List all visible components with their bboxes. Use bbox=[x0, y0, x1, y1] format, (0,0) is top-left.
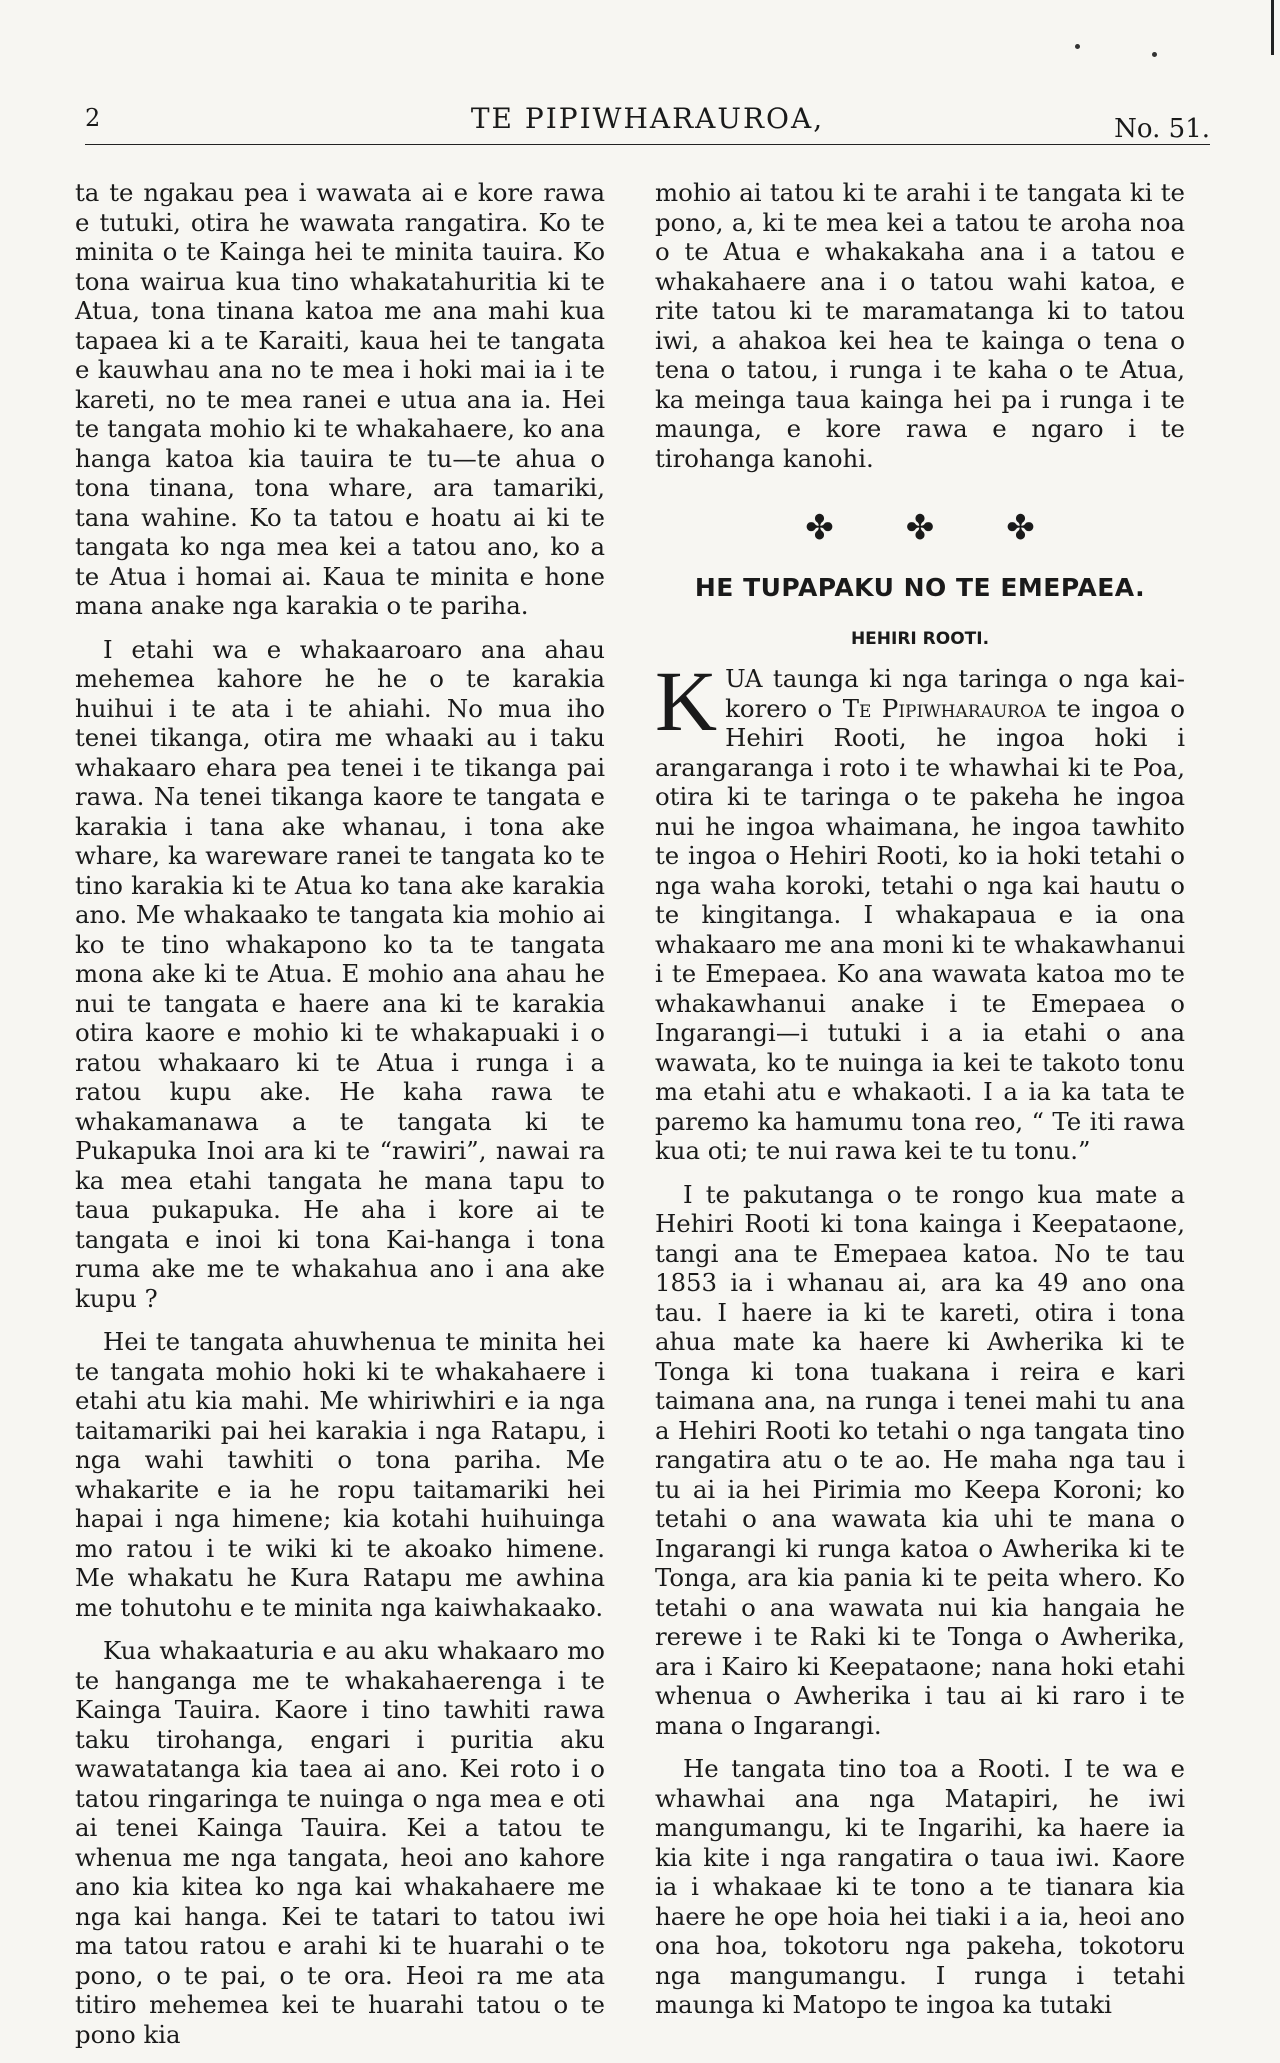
page-header bbox=[85, 100, 1210, 145]
left-column bbox=[75, 178, 605, 2063]
issue-number: No. 51. bbox=[1114, 114, 1210, 144]
article-lead-paragraph bbox=[655, 653, 1185, 1166]
right-paragraph: He tangata tino toa a Rooti. I te wa e whawhai ana nga Matapiri, he iwi mangumangu, ki te Ingarihi, ka haere ia kia kite i nga rangatira o taua iwi. Kaore ia i whakaae ki te tono a te tianara kia haere he ope hoia hei tiaki i a ia, heoi ano ona hoa, tokotoru nga pakeha, tokotoru nga mangumangu. I runga i tetahi maunga ki Matopo te ingoa ka tutaki bbox=[655, 1754, 1185, 2019]
paper-name: Te Pipiwharauroa bbox=[842, 693, 1047, 723]
lead-text: UA taunga ki nga taringa o nga kai-korero o bbox=[725, 664, 1185, 723]
drop-cap: K bbox=[655, 653, 718, 749]
article-title: HE TUPAPAKU NO TE EMEPAEA. bbox=[694, 573, 1146, 602]
left-paragraph: ta te ngakau pea i wawata ai e kore rawa e tutuki, otira he wawata rangatira. Ko te minita o te Kainga hei te minita tauira. Ko tona wairua kua tino whakatahuritia ki te Atua, tona tinana katoa me ana mahi kua tapaea ki a te Karaiti, kaua hei te tangata e kauwhau ana no te mea i hoki mai ia i te kareti, no te mea ranei e utua ana ia. Hei te tangata mohio ki te whakahaere, ko ana hanga katoa kia tauira te tu—te ahua o tona tinana, tona whare, ara tamariki, tana wahine. Ko ta tatou e hoatu ai ki te tangata ko nga mea kei a tatou ano, ko a te Atua i homai ai. Kaua te minita e hone mana anake nga karakia o te pariha. bbox=[75, 178, 605, 620]
right-column bbox=[655, 178, 1185, 2034]
right-intro-paragraph: mohio ai tatou ki te arahi i te tangata ki te pono, a, ki te mea kei a tatou te aroha noa o te Atua e whakakaha ana i a tatou e whakahaere ana i o tatou wahi katoa, e rite tatou ki te maramatanga ki to tatou iwi, a ahakoa kei hea te kainga o tena o tena o tatou, i runga i te kaha o te Atua, ka meinga taua kainga hei pa i runga i te maunga, e kore rawa e ngaro i te tirohanga kanohi. bbox=[655, 178, 1185, 473]
page-edge-mark bbox=[1271, 0, 1274, 55]
masthead-title: TE PIPIWHARAUROA, bbox=[470, 102, 825, 135]
ornament-icon: ✤ bbox=[905, 508, 935, 548]
ornament-icon: ✤ bbox=[1006, 508, 1035, 548]
section-divider bbox=[655, 508, 1185, 548]
ornament-icon: ✤ bbox=[805, 508, 834, 548]
left-paragraph: Kua whakaaturia e au aku whakaaro mo te hanganga me te whakahaerenga i te Kainga Tauira. Kaore i tino tawhiti rawa taku tirohanga, engari i puritia aku wawatatanga kia taea ai ano. Kei roto i o tatou ringaringa te nuinga o nga mea e oti ai tenei Kainga Tauira. Kei a tatou te whenua me nga tangata, heoi ano kahore ano kia kitea ko nga kai whakahaere me nga kai hanga. Kei te tatari to tatou iwi ma tatou ratou e arahi ki te huarahi o te pono, o te pai, o te ora. Heoi ra me ata titiro mehemea kei te huarahi tatou o te pono kia bbox=[75, 1636, 605, 2049]
page-number: 2 bbox=[85, 104, 101, 132]
article-subtitle: HEHIRI ROOTI. bbox=[850, 628, 990, 649]
left-paragraph: I etahi wa e whakaaroaro ana ahau mehemea kahore he he o te karakia huihui i te ata i te ahiahi. No mua iho tenei tikanga, otira me whaaki au i taku whakaaro ehara pea tenei i te tikanga pai rawa. Na tenei tikanga kaore te tangata e karakia i tana ake whanau, i tona ake whare, ka wareware ranei te tangata ko te tino karakia ki te Atua ko tana ake karakia ano. Me whakaako te tangata kia mohio ai ko te tino whakapono ko ta te tangata mona ake ki te Atua. E mohio ana ahau he nui te tangata e haere ana ki te karakia otira kaore e mohio ki te whakapuaki i o ratou whakaaro ki te Atua i runga i a ratou kupu ake. He kaha rawa te whakamanawa a te tangata ki te Pukapuka Inoi ara ki te “rawiri”, nawai ra ka mea etahi tangata he mana tapu to taua pukapuka. He aha i kore ai te tangata e inoi ki tona Kai-hanga i tona ruma ake me te whakahua ano i ana ake kupu ? bbox=[75, 634, 605, 1313]
print-speck bbox=[1152, 52, 1157, 57]
print-speck bbox=[1075, 44, 1080, 49]
left-paragraph: Hei te tangata ahuwhenua te minita hei te tangata mohio hoki ki te whakahaere i etahi atu kia mahi. Me whiriwhiri e ia nga taitamariki pai hei karakia i nga Ratapu, i nga wahi tawhiti o tona pariha. Me whakarite e ia he ropu taitamariki hei hapai i nga himene; kia kotahi huihuinga mo ratou i te wiki ki te akoako himene. Me whakatu he Kura Ratapu me awhina me tohutohu e te minita nga kaiwhakaako. bbox=[75, 1327, 605, 1622]
lead-text-rest: te ingoa o Hehiri Rooti, he ingoa hoki i arangaranga i roto i te whawhai ki te Poa, otira ki te taringa o te pakeha he ingoa nui he ingoa whaimana, he ingoa tawhito te ingoa o Hehiri Rooti, ko ia hoki tetahi o nga waha koroki, tetahi o nga kai hautu o te kingitanga. I whakapaua e ia ona whakaaro me ana moni ki te whakawhanui i te Emepaea. Ko ana wawata katoa mo te whakawhanui anake i te Emepaea o Ingarangi—i tutuki i a ia etahi o ana wawata, ko te nuinga ia kei te takoto tonu ma etahi atu e whakaoti. I a ia ka tata te paremo ka hamumu tona reo, “ Te iti rawa kua oti; te nui rawa kei te tu tonu.” bbox=[655, 693, 1185, 1165]
right-paragraph: I te pakutanga o te rongo kua mate a Hehiri Rooti ki tona kainga i Keepataone, tangi ana te Emepaea katoa. No te tau 1853 ia i whanau ai, ara ka 49 ano ona tau. I haere ia ki te kareti, otira i tona ahua mate ka haere ki Awherika ki te Tonga ki tona tuakana i reira e kari taimana ana, na runga i tenei mahi tu ana a Hehiri Rooti ko tetahi o nga tangata tino rangatira atu o te ao. He maha nga tau i tu ai ia hei Pirimia mo Keepa Koroni; ko tetahi o ana wawata kia uhi te mana o Ingarangi ki runga katoa o Awherika ki te Tonga, ara kia pania ki te peita whero. Ko tetahi o ana wawata nui kia hangaia he rerewe i te Raki ki te Tonga o Awherika, ara i Kairo ki Keepataone; nana hoki etahi whenua o Awherika i tau ai ki raro i te mana o Ingarangi. bbox=[655, 1179, 1185, 1740]
